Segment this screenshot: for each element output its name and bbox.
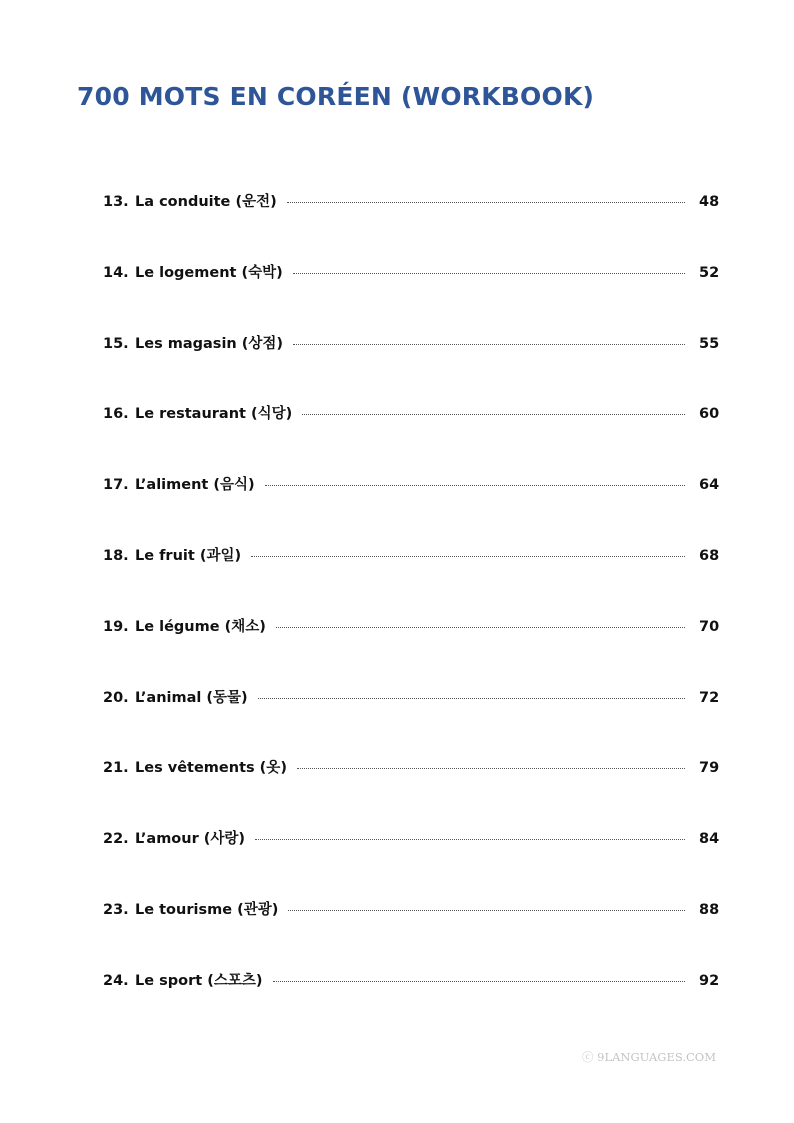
toc-entry-label: Le légume (채소) xyxy=(135,618,266,635)
page-title: 700 MOTS EN CORÉEN (WORKBOOK) xyxy=(77,82,595,111)
toc-entry-page: 60 xyxy=(699,406,720,423)
toc-entry-number: 13. xyxy=(103,194,129,210)
toc-entry-number: 15. xyxy=(103,335,129,352)
toc-entry[interactable] xyxy=(103,473,719,544)
toc-dot-leader xyxy=(273,981,686,982)
toc-entry-label: Le sport (스포츠) xyxy=(135,972,263,989)
toc-entry-label: Les magasin (상점) xyxy=(135,335,284,352)
toc-entry-number: 17. xyxy=(103,477,129,494)
copyright-notice: ⓒ 9LANGUAGES.COM xyxy=(581,1050,716,1064)
toc-entry-page: 48 xyxy=(699,194,720,210)
toc-entry-page: 92 xyxy=(699,972,720,989)
toc-entry-label: Le restaurant (식당) xyxy=(135,406,293,423)
toc-entry[interactable] xyxy=(103,332,719,403)
toc-entry-label: Le tourisme (관광) xyxy=(135,901,279,918)
toc-entry-page: 64 xyxy=(699,477,720,494)
toc-entry-label: L’amour (사랑) xyxy=(135,831,246,848)
toc-entry-number: 21. xyxy=(103,760,129,777)
toc-entry-number: 22. xyxy=(103,831,129,848)
toc-entry[interactable] xyxy=(103,756,719,827)
toc-dot-leader xyxy=(287,202,685,203)
toc-entry-page: 68 xyxy=(699,547,720,564)
toc-entry-number: 23. xyxy=(103,901,129,918)
toc-entry[interactable] xyxy=(103,615,719,686)
toc-entry-label: Le logement (숙박) xyxy=(135,264,283,281)
toc-entry-page: 72 xyxy=(699,689,720,706)
toc-entry[interactable] xyxy=(103,898,719,969)
toc-dot-leader xyxy=(302,414,685,415)
toc-dot-leader xyxy=(293,273,685,274)
toc-entry[interactable] xyxy=(103,544,719,615)
toc-entry[interactable] xyxy=(103,827,719,898)
toc-entry[interactable] xyxy=(103,190,719,261)
table-of-contents xyxy=(103,190,719,1040)
toc-entry-page: 88 xyxy=(699,901,720,918)
toc-entry-label: Le fruit (과일) xyxy=(135,547,242,564)
toc-entry-number: 19. xyxy=(103,618,129,635)
toc-entry[interactable] xyxy=(103,402,719,473)
toc-entry-page: 79 xyxy=(699,760,720,777)
toc-entry-page: 70 xyxy=(699,618,720,635)
toc-entry-number: 18. xyxy=(103,547,129,564)
toc-dot-leader xyxy=(293,344,685,345)
toc-entry-number: 24. xyxy=(103,972,129,989)
toc-entry-number: 20. xyxy=(103,689,129,706)
toc-dot-leader xyxy=(255,839,685,840)
toc-entry-number: 14. xyxy=(103,264,129,281)
toc-dot-leader xyxy=(251,556,685,557)
toc-entry[interactable] xyxy=(103,261,719,332)
toc-entry-label: L’animal (동물) xyxy=(135,689,248,706)
toc-entry-page: 55 xyxy=(699,335,720,352)
toc-entry[interactable] xyxy=(103,969,719,1040)
toc-dot-leader xyxy=(258,698,685,699)
toc-entry-label: Les vêtements (옷) xyxy=(135,760,287,777)
toc-entry-label: La conduite (운전) xyxy=(135,194,277,210)
toc-dot-leader xyxy=(288,910,685,911)
toc-dot-leader xyxy=(276,627,685,628)
toc-entry-page: 84 xyxy=(699,831,720,848)
toc-entry-label: L’aliment (음식) xyxy=(135,477,255,494)
toc-entry[interactable] xyxy=(103,686,719,757)
toc-entry-number: 16. xyxy=(103,406,129,423)
toc-dot-leader xyxy=(297,768,685,769)
toc-dot-leader xyxy=(265,485,685,486)
toc-entry-page: 52 xyxy=(699,264,720,281)
